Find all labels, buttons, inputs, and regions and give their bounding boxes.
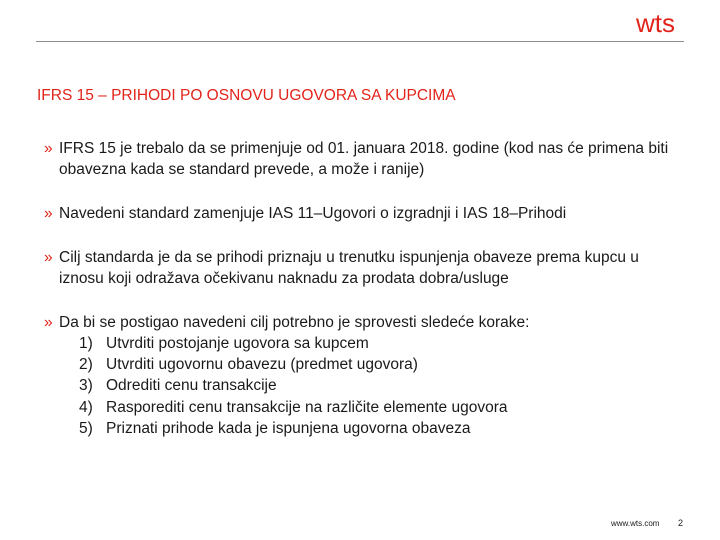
bullet-item bbox=[44, 138, 684, 180]
bullet-marker-icon: » bbox=[44, 140, 53, 157]
step-number: 2) bbox=[79, 356, 93, 374]
step-text: Utvrditi ugovornu obavezu (predmet ugovora) bbox=[106, 356, 418, 374]
bullet-item bbox=[44, 247, 684, 289]
bullet-marker-icon: » bbox=[44, 205, 53, 222]
step-item bbox=[59, 375, 684, 396]
bullet-text: Navedeni standard zamenjuje IAS 11–Ugovori o izgradnji i IAS 18–Prihodi bbox=[59, 205, 567, 222]
wts-logo: wts bbox=[636, 8, 675, 38]
page-number: 2 bbox=[678, 518, 684, 528]
step-number: 3) bbox=[79, 377, 93, 395]
bullet-marker-icon: » bbox=[44, 314, 53, 331]
bullet-list bbox=[44, 138, 684, 462]
step-item bbox=[59, 418, 684, 439]
step-number: 4) bbox=[79, 398, 93, 416]
step-number: 5) bbox=[79, 419, 93, 437]
bullet-marker-icon: » bbox=[44, 249, 53, 266]
step-text: Utvrditi postojanje ugovora sa kupcem bbox=[106, 335, 369, 352]
bullet-item bbox=[44, 203, 684, 224]
bullet-item bbox=[44, 312, 684, 439]
bullet-text: Cilj standarda je da se prihodi priznaju u trenutku ispunjenja obaveze prema kupcu u iznosu koji odražava očekivanu naknadu za prodata dobra/usluge bbox=[59, 249, 639, 287]
step-number: 1) bbox=[79, 335, 93, 352]
footer-url: www.wts.com bbox=[611, 519, 660, 528]
slide-title: IFRS 15 – PRIHODI PO OSNOVU UGOVORA SA KUPCIMA bbox=[37, 87, 456, 104]
steps-list bbox=[59, 333, 684, 439]
step-text: Rasporediti cenu transakcije na različite elemente ugovora bbox=[106, 398, 508, 416]
step-text: Priznati prihode kada je ispunjena ugovorna obaveza bbox=[106, 419, 471, 437]
bullet-text: IFRS 15 je trebalo da se primenjuje od 01. januara 2018. godine (kod nas će primena biti obavezna kada se standard prevede, a može i ranije) bbox=[59, 140, 669, 178]
header-divider bbox=[36, 41, 684, 42]
step-text: Odrediti cenu transakcije bbox=[106, 377, 277, 395]
step-item bbox=[59, 354, 684, 375]
step-item bbox=[59, 397, 684, 418]
step-item bbox=[59, 333, 684, 354]
bullet-text: Da bi se postigao navedeni cilj potrebno je sprovesti sledeće korake: bbox=[59, 314, 530, 331]
